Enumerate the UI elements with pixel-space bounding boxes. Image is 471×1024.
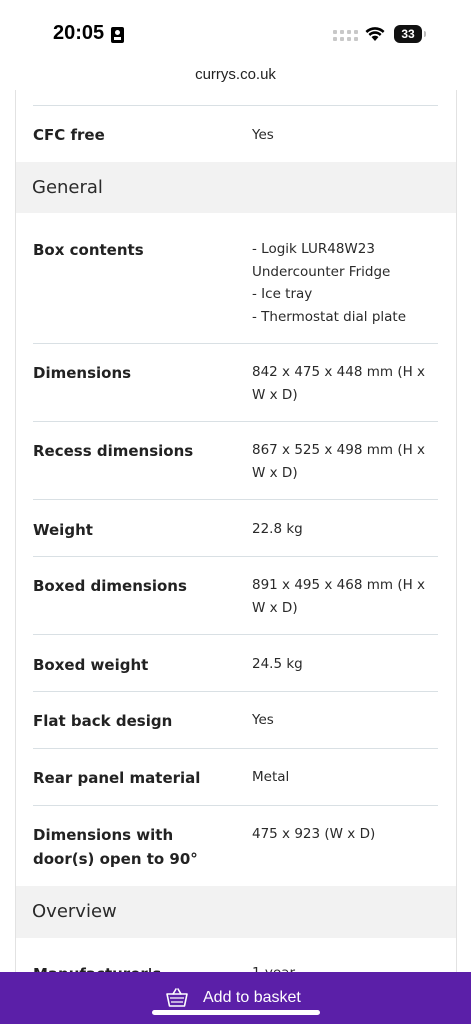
divider [33, 343, 438, 344]
spec-value: Yes [252, 712, 274, 728]
add-to-basket-label: Add to basket [203, 989, 301, 1006]
spec-label: Boxed dimensions [33, 577, 187, 595]
spec-value: 24.5 kg [252, 656, 303, 672]
spec-label: Flat back design [33, 712, 173, 730]
spec-label: Boxed weight [33, 656, 149, 674]
divider [33, 691, 438, 692]
section-header-overview[interactable]: Overview [16, 886, 456, 938]
divider [33, 556, 438, 557]
spec-value: 22.8 kg [252, 521, 303, 537]
divider [33, 748, 438, 749]
spec-value: 891 x 495 x 468 mm (H x W x D) [252, 577, 426, 616]
status-bar [0, 0, 471, 60]
spec-label: Box contents [33, 241, 144, 259]
divider [33, 421, 438, 422]
divider [33, 105, 438, 106]
divider [33, 499, 438, 500]
basket-icon [166, 988, 188, 1008]
contact-card-icon [111, 27, 124, 43]
add-to-basket-button[interactable] [0, 972, 471, 1024]
spec-label: Recess dimensions [33, 442, 194, 460]
spec-value: Yes [252, 127, 274, 143]
section-header-general[interactable]: General [16, 162, 456, 213]
spec-value: 475 x 923 (W x D) [252, 826, 376, 842]
spec-value: Metal [252, 769, 290, 785]
spec-value: - Logik LUR48W23 Undercounter Fridge - Ice tray - Thermostat dial plate [252, 241, 407, 325]
spec-label: Weight [33, 521, 93, 539]
battery-icon: 33 [394, 25, 422, 43]
wifi-icon [364, 24, 386, 42]
spec-label: Dimensions with door(s) open to 90° [33, 826, 198, 868]
divider [33, 805, 438, 806]
spec-label: Rear panel material [33, 769, 201, 787]
spec-label: CFC free [33, 126, 105, 144]
status-time: 20:05 [53, 22, 105, 44]
spec-value: 867 x 525 x 498 mm (H x W x D) [252, 442, 426, 481]
spec-value: 842 x 475 x 448 mm (H x W x D) [252, 364, 426, 403]
home-indicator[interactable] [152, 1010, 320, 1015]
spec-label: Dimensions [33, 364, 132, 382]
specifications-card [15, 90, 457, 990]
cellular-signal-icon [333, 30, 359, 42]
address-bar[interactable]: currys.co.uk [0, 60, 471, 90]
divider [33, 634, 438, 635]
